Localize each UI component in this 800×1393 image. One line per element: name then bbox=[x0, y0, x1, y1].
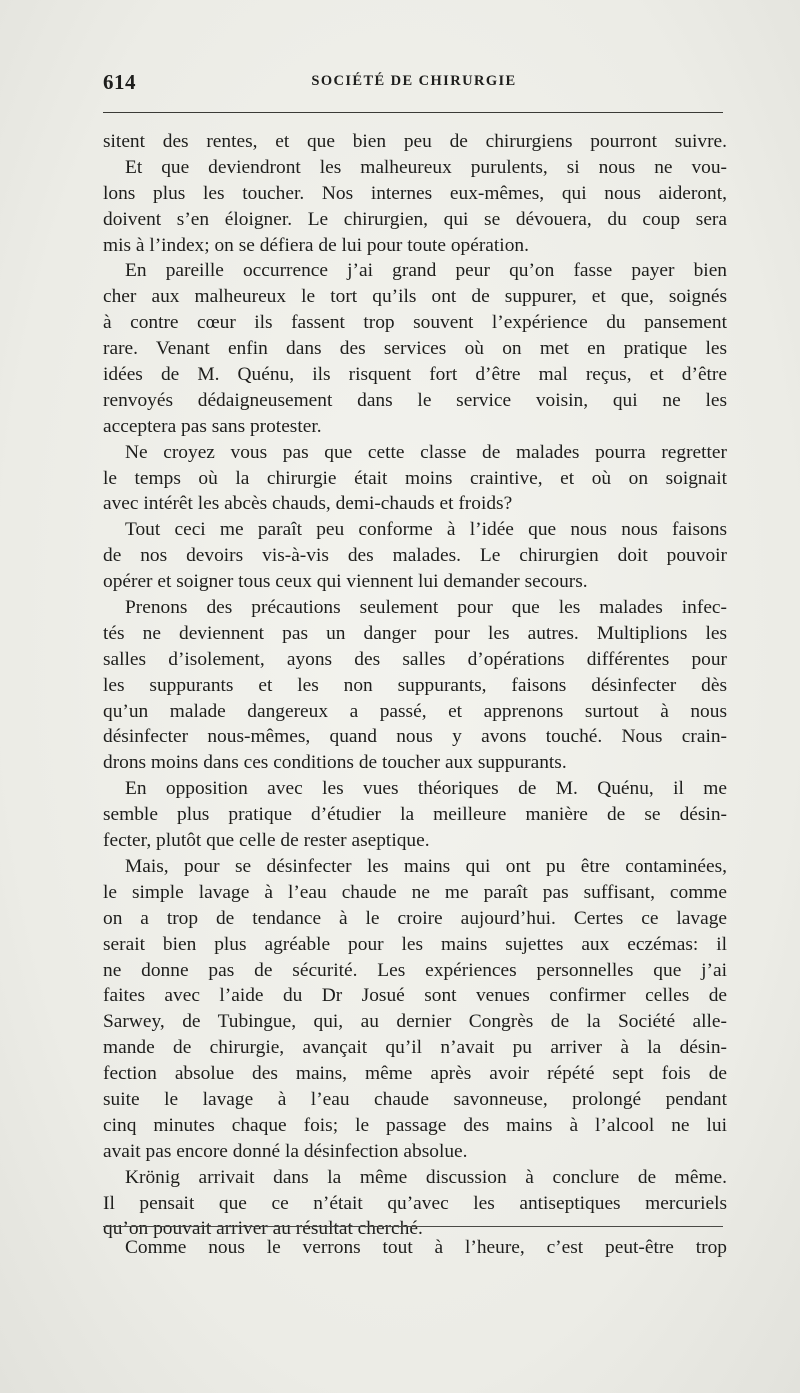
text-line: Ne croyez vous pas que cette classe de malades pourra regretter bbox=[125, 441, 727, 463]
text-line: suite le lavage à l’eau chaude savonneuse, prolongé pendant bbox=[103, 1088, 727, 1110]
text-line: serait bien plus agréable pour les mains sujettes aux eczémas: il bbox=[103, 933, 727, 955]
text-line: Krönig arrivait dans la même discussion à conclure de même. bbox=[125, 1166, 727, 1188]
text-line: le temps où la chirurgie était moins craintive, et où on soignait bbox=[103, 467, 727, 489]
text-line: salles d’isolement, ayons des salles d’opérations différentes pour bbox=[103, 648, 727, 670]
text-line: Sarwey, de Tubingue, qui, au dernier Congrès de la Société alle- bbox=[103, 1011, 727, 1033]
text-line: renvoyés dédaigneusement dans le service voisin, qui ne les bbox=[103, 389, 727, 411]
text-line: qu’un malade dangereux a passé, et apprenons surtout à nous bbox=[103, 700, 727, 722]
text-line: qu’on pouvait arriver au résultat cherché. bbox=[103, 1218, 423, 1240]
text-line: Comme nous le verrons tout à l’heure, c’est peut-être trop bbox=[125, 1237, 727, 1258]
running-head: SOCIÉTÉ DE CHIRURGIE bbox=[311, 73, 517, 89]
body-text bbox=[103, 129, 727, 1242]
text-line: lons plus les toucher. Nos internes eux-mêmes, qui nous aideront, bbox=[103, 182, 727, 204]
text-line: avec intérêt les abcès chauds, demi-chauds et froids? bbox=[103, 493, 513, 515]
text-line: En pareille occurrence j’ai grand peur qu’on fasse payer bien bbox=[125, 260, 727, 282]
text-line: fection absolue des mains, même après avoir répété sept fois de bbox=[103, 1063, 727, 1085]
text-line: à contre cœur ils fassent trop souvent l’expérience du pansement bbox=[103, 312, 727, 334]
text-line: faites avec l’aide du Dr Josué sont venues confirmer celles de bbox=[103, 985, 727, 1007]
footer-rule bbox=[103, 1226, 723, 1227]
text-line: En opposition avec les vues théoriques de M. Quénu, il me bbox=[125, 778, 727, 800]
text-line: de nos devoirs vis-à-vis des malades. Le chirurgien doit pouvoir bbox=[103, 545, 727, 567]
text-line: cher aux malheureux le tort qu’ils ont de suppurer, et que, soignés bbox=[103, 286, 727, 308]
text-line: le simple lavage à l’eau chaude ne me paraît pas suffisant, comme bbox=[103, 881, 727, 903]
text-line: fecter, plutôt que celle de rester aseptique. bbox=[103, 830, 430, 852]
text-line: sitent des rentes, et que bien peu de chirurgiens pourront suivre. bbox=[103, 131, 727, 152]
header-rule bbox=[103, 112, 723, 113]
text-line: tés ne deviennent pas un danger pour les autres. Multiplions les bbox=[103, 622, 727, 644]
text-line: Mais, pour se désinfecter les mains qui ont pu être contaminées, bbox=[125, 855, 727, 877]
text-line: rare. Venant enfin dans des services où on met en pratique les bbox=[103, 338, 727, 360]
text-line: opérer et soigner tous ceux qui viennent lui demander secours. bbox=[103, 571, 588, 593]
text-line: semble plus pratique d’étudier la meilleure manière de se désin- bbox=[103, 804, 727, 826]
text-line: Et que deviendront les malheureux purulents, si nous ne vou- bbox=[125, 156, 727, 178]
text-line: ne donne pas de sécurité. Les expériences personnelles que j’ai bbox=[103, 959, 727, 981]
text-line: mis à l’index; on se défiera de lui pour toute opération. bbox=[103, 234, 529, 256]
text-line: désinfecter nous-mêmes, quand nous y avons touché. Nous crain- bbox=[103, 726, 727, 748]
text-line: idées de M. Quénu, ils risquent fort d’être mal reçus, et d’être bbox=[103, 364, 727, 386]
text-line: on a trop de tendance à le croire aujourd’hui. Certes ce lavage bbox=[103, 907, 727, 929]
text-line: avait pas encore donné la désinfection absolue. bbox=[103, 1140, 468, 1162]
text-line: Prenons des précautions seulement pour que les malades infec- bbox=[125, 597, 727, 619]
text-line: mande de chirurgie, avançait qu’il n’avait pu arriver à la désin- bbox=[103, 1037, 727, 1059]
text-line: cinq minutes chaque fois; le passage des mains à l’alcool ne lui bbox=[103, 1114, 727, 1136]
text-line: les suppurants et les non suppurants, faisons désinfecter dès bbox=[103, 674, 727, 696]
text-line: drons moins dans ces conditions de toucher aux suppurants. bbox=[103, 752, 567, 774]
page-header bbox=[103, 64, 725, 104]
text-line: Il pensait que ce n’était qu’avec les antiseptiques mercuriels bbox=[103, 1192, 727, 1214]
footer-text bbox=[103, 1235, 727, 1261]
text-line: doivent s’en éloigner. Le chirurgien, qui se dévouera, du coup sera bbox=[103, 208, 727, 230]
text-line: acceptera pas sans protester. bbox=[103, 415, 322, 437]
text-line: Tout ceci me paraît peu conforme à l’idée que nous nous faisons bbox=[125, 519, 727, 541]
page-number: 614 bbox=[103, 70, 136, 94]
